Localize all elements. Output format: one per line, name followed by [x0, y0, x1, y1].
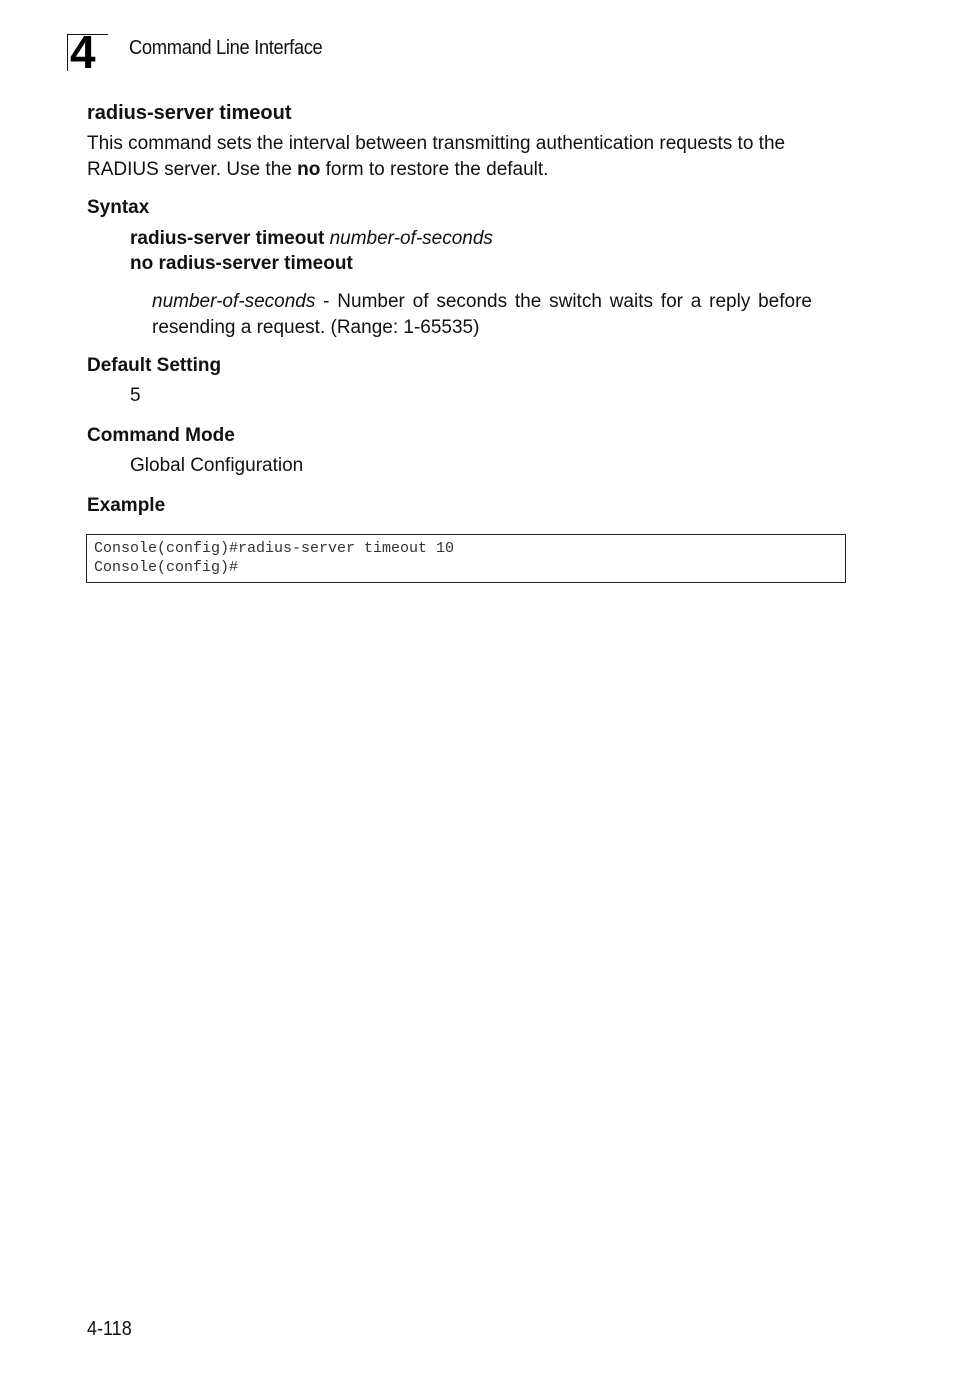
example-heading: Example [87, 495, 166, 516]
description-no-keyword: no [297, 158, 321, 180]
command-title: radius-server timeout [87, 102, 292, 124]
description-text-1: This command sets the interval between transmitting authentication requests to the RADIUS server. Use the [87, 133, 786, 180]
syntax-command: radius-server timeout [130, 228, 325, 249]
command-mode-heading: Command Mode [87, 425, 235, 446]
parameter-name: number-of-seconds [152, 291, 316, 312]
command-description [87, 131, 857, 182]
syntax-line-2 [130, 253, 353, 275]
syntax-no-command: no radius-server timeout [130, 253, 353, 274]
code-line-2: Console(config)# [94, 559, 239, 576]
description-text-2: form to restore the default. [320, 158, 549, 180]
running-header-title: Command Line Interface [129, 37, 323, 59]
chapter-number: 4 [70, 26, 96, 78]
parameter-description [152, 289, 812, 341]
command-mode-value: Global Configuration [130, 455, 304, 476]
syntax-line-1 [130, 228, 493, 250]
parameter-text: - Number of seconds the switch waits for a reply before resending a request. (Range: 1-65535) [152, 291, 812, 338]
code-line-1: Console(config)#radius-server timeout 10 [94, 540, 455, 557]
syntax-heading: Syntax [87, 197, 150, 218]
page-number: 4-118 [87, 1318, 132, 1340]
example-code-block [86, 534, 846, 583]
chapter-marker [67, 26, 108, 78]
syntax-parameter: number-of-seconds [329, 228, 493, 249]
default-setting-value: 5 [130, 385, 141, 406]
default-setting-heading: Default Setting [87, 355, 222, 376]
